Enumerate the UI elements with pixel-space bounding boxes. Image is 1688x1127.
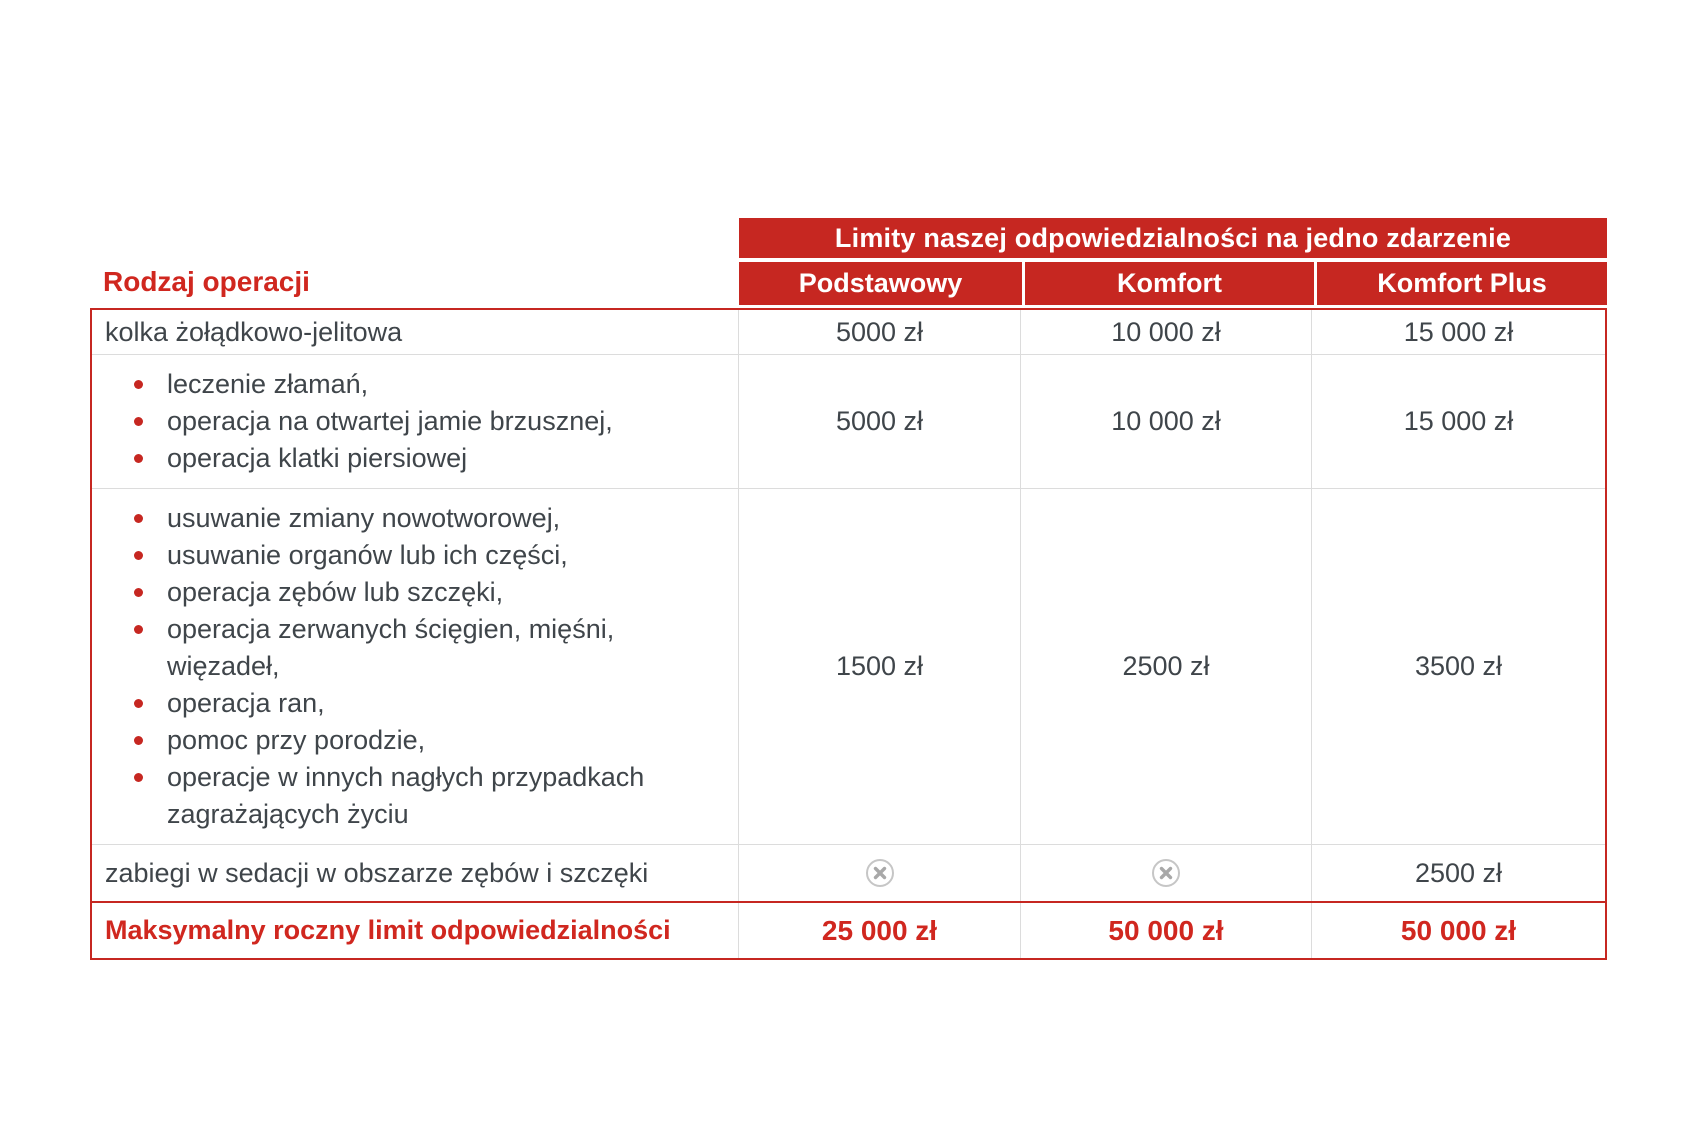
liability-limits-table	[90, 218, 1607, 960]
plan-columns	[739, 262, 1607, 305]
operation-label	[92, 489, 739, 844]
plans-header	[739, 218, 1607, 305]
value-komfort: 10 000 zł	[1021, 355, 1312, 488]
bullet-item: usuwanie organów lub ich części,	[167, 537, 722, 574]
circle-x-icon	[865, 858, 895, 888]
table-header	[90, 218, 1607, 305]
table-row	[92, 845, 1605, 901]
bullet-item: operacja klatki piersiowej	[167, 440, 613, 477]
table-row	[92, 489, 1605, 845]
value-komfort-plus: 15 000 zł	[1403, 406, 1514, 436]
plan-header-komfort-plus: Komfort Plus	[1314, 262, 1607, 305]
bullet-item: usuwanie zmiany nowotworowej,	[167, 500, 722, 537]
bullet-item: pomoc przy porodzie,	[167, 722, 722, 759]
operation-label: zabiegi w sedacji w obszarze zębów i szczęki	[92, 845, 739, 901]
bullet-item: operacja na otwartej jamie brzusznej,	[167, 403, 613, 440]
operation-label	[92, 355, 739, 488]
bullet-item: operacja ran,	[167, 685, 722, 722]
value-komfort: 10 000 zł	[1021, 310, 1312, 354]
summary-label: Maksymalny roczny limit odpowiedzialności	[92, 903, 739, 958]
operation-label: kolka żołądkowo-jelitowa	[92, 310, 739, 354]
operation-bullet-list	[105, 355, 619, 488]
value-podstawowy: 5000 zł	[739, 310, 1021, 354]
value-komfort-plus: 3500 zł	[1414, 651, 1503, 681]
value-komfort-excluded	[1021, 845, 1312, 901]
summary-row	[92, 901, 1605, 958]
summary-value-podstawowy: 25 000 zł	[739, 903, 1021, 958]
value-podstawowy: 5000 zł	[739, 355, 1021, 488]
row-header-cell	[90, 218, 739, 305]
table-row	[92, 310, 1605, 355]
table-body	[90, 308, 1607, 960]
bullet-item: operacja zębów lub szczęki,	[167, 574, 722, 611]
summary-value-komfort: 50 000 zł	[1021, 903, 1312, 958]
summary-value-komfort-plus: 50 000 zł	[1400, 914, 1517, 946]
circle-x-icon	[1151, 858, 1181, 888]
banner-title: Limity naszej odpowiedzialności na jedno zdarzenie	[739, 218, 1607, 258]
bullet-item: leczenie złamań,	[167, 366, 613, 403]
bullet-item: operacja zerwanych ścięgien, mięśni, więzadeł,	[167, 611, 722, 685]
value-komfort-plus: 2500 zł	[1414, 857, 1503, 888]
operation-bullet-list	[105, 489, 728, 844]
value-podstawowy-excluded	[739, 845, 1021, 901]
value-podstawowy: 1500 zł	[739, 489, 1021, 844]
plan-header-komfort: Komfort	[1022, 262, 1314, 305]
plan-header-podstawowy: Podstawowy	[739, 262, 1022, 305]
value-komfort: 2500 zł	[1021, 489, 1312, 844]
value-komfort-plus: 15 000 zł	[1403, 316, 1514, 347]
table-row	[92, 355, 1605, 489]
row-header-label: Rodzaj operacji	[103, 266, 310, 297]
bullet-item: operacje w innych nagłych przypadkach zagrażających życiu	[167, 759, 722, 833]
